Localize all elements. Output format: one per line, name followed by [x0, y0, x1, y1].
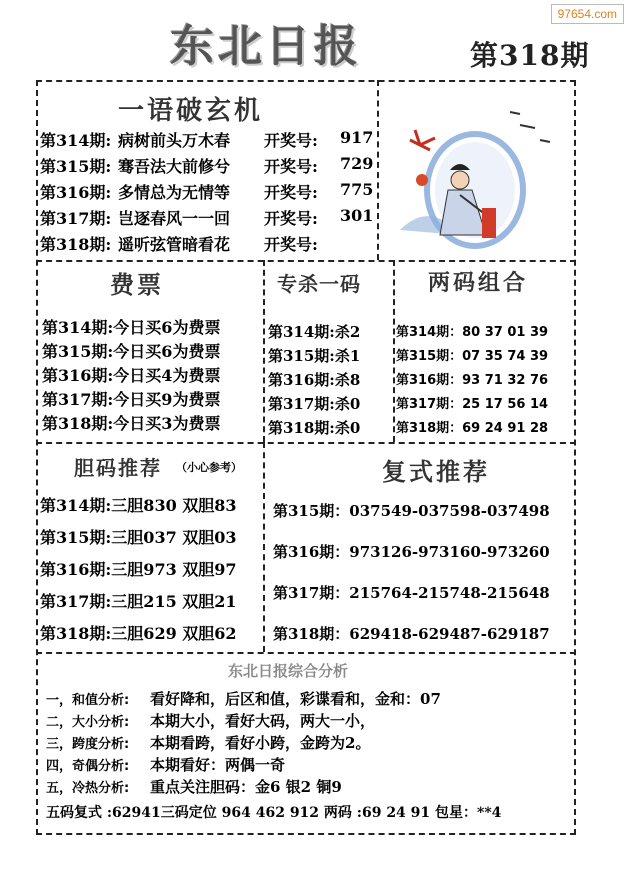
masthead-title: 东北日报: [170, 21, 362, 72]
riddle-label: 开奖号:: [264, 131, 318, 150]
divider-v-mid1: [263, 260, 265, 442]
riddle-title: 一语破玄机: [118, 96, 264, 126]
analysis-text: 看好降和，后区和值，彩谍看和，金和：07: [150, 690, 441, 708]
divider-v-top: [377, 80, 379, 260]
divider-v-dan: [263, 442, 265, 652]
dan-row: 第318期:三胆629 双胆62: [40, 624, 237, 643]
analysis-label: 三，跨度分析:: [46, 737, 130, 752]
fushi-row: 第318期：629418-629487-629187: [273, 625, 550, 643]
analysis-text: 本期看跨，看好小跨，金跨为2。: [150, 734, 371, 752]
issue-number: 第318期: [470, 39, 590, 72]
riddle-label: 开奖号:: [264, 157, 318, 176]
feipiao-row: 第317期:今日买9为费票: [42, 390, 221, 409]
feipiao-row: 第318期:今日买3为费票: [42, 414, 221, 433]
divider-2: [36, 442, 576, 444]
analysis-text: 重点关注胆码：金6 银2 铜9: [150, 778, 342, 796]
riddle-label: 开奖号:: [264, 183, 318, 202]
pair-row: 第316期：93 71 32 76: [396, 373, 549, 388]
dan-title: 胆码推荐: [74, 456, 162, 480]
divider-3: [36, 652, 576, 654]
riddle-text: 病树前头万木春: [118, 131, 231, 150]
pair-row: 第318期：69 24 91 28: [396, 421, 549, 436]
analysis-title: 东北日报综合分析: [228, 662, 349, 680]
riddle-number: 729: [340, 154, 374, 173]
riddle-text: 岂逐春风一一回: [118, 209, 231, 228]
riddle-label: 开奖号:: [264, 235, 318, 254]
kill-row: 第318期:杀0: [268, 419, 361, 437]
riddle-label: 开奖号:: [264, 209, 318, 228]
riddle-text: 骞吾法大前修兮: [118, 157, 231, 176]
analysis-text: 本期看好：两偶一奇: [150, 756, 286, 774]
analysis-label: 一，和值分析:: [46, 693, 130, 708]
feipiao-row: 第315期:今日买6为费票: [42, 342, 221, 361]
feipiao-title: 费票: [110, 270, 164, 299]
pair-title: 两码组合: [428, 270, 529, 296]
feipiao-row: 第314期:今日买6为费票: [42, 318, 221, 337]
divider-v-mid2: [393, 260, 395, 442]
dan-row: 第317期:三胆215 双胆21: [40, 592, 237, 611]
analysis-label: 四，奇偶分析:: [46, 759, 130, 774]
illustration: [390, 100, 570, 250]
kill-row: 第315期:杀1: [268, 347, 361, 365]
fushi-row: 第316期：973126-973160-973260: [273, 543, 550, 561]
site-watermark: 97654.com: [551, 4, 624, 24]
riddle-text: 多情总为无情等: [118, 183, 231, 202]
pair-row: 第315期：07 35 74 39: [396, 349, 549, 364]
divider-1: [36, 260, 576, 262]
dan-row: 第315期:三胆037 双胆03: [40, 528, 237, 547]
riddle-period: 第317期:: [40, 209, 112, 228]
riddle-period: 第314期:: [40, 131, 112, 150]
kill-row: 第316期:杀8: [268, 371, 361, 389]
dan-note: （小心参考）: [176, 461, 242, 474]
dan-row: 第316期:三胆973 双胆97: [40, 560, 237, 579]
feipiao-row: 第316期:今日买4为费票: [42, 366, 221, 385]
kill-row: 第314期:杀2: [268, 323, 361, 341]
kill-title: 专杀一码: [277, 272, 361, 296]
riddle-number: 775: [340, 180, 374, 199]
fushi-row: 第315期：037549-037598-037498: [273, 502, 550, 520]
analysis-text: 本期大小，看好大码，两大一小，: [150, 712, 376, 730]
riddle-text: 遥听弦管暗看花: [118, 235, 231, 254]
analysis-label: 五，冷热分析:: [46, 781, 130, 796]
fushi-title: 复式推荐: [382, 457, 490, 486]
analysis-label: 二，大小分析:: [46, 715, 130, 730]
fushi-row: 第317期：215764-215748-215648: [273, 584, 550, 602]
riddle-number: 917: [340, 128, 374, 147]
riddle-period: 第316期:: [40, 183, 112, 202]
kill-row: 第317期:杀0: [268, 395, 361, 413]
dan-row: 第314期:三胆830 双胆83: [40, 496, 237, 515]
riddle-number: 301: [340, 206, 374, 225]
pair-row: 第314期：80 37 01 39: [396, 325, 549, 340]
riddle-period: 第318期:: [40, 235, 112, 254]
analysis-footer: 五码复式 :62941三码定位 964 462 912 两码 :69 24 91 包星：**4: [46, 805, 502, 821]
riddle-period: 第315期:: [40, 157, 112, 176]
pair-row: 第317期：25 17 56 14: [396, 397, 549, 412]
